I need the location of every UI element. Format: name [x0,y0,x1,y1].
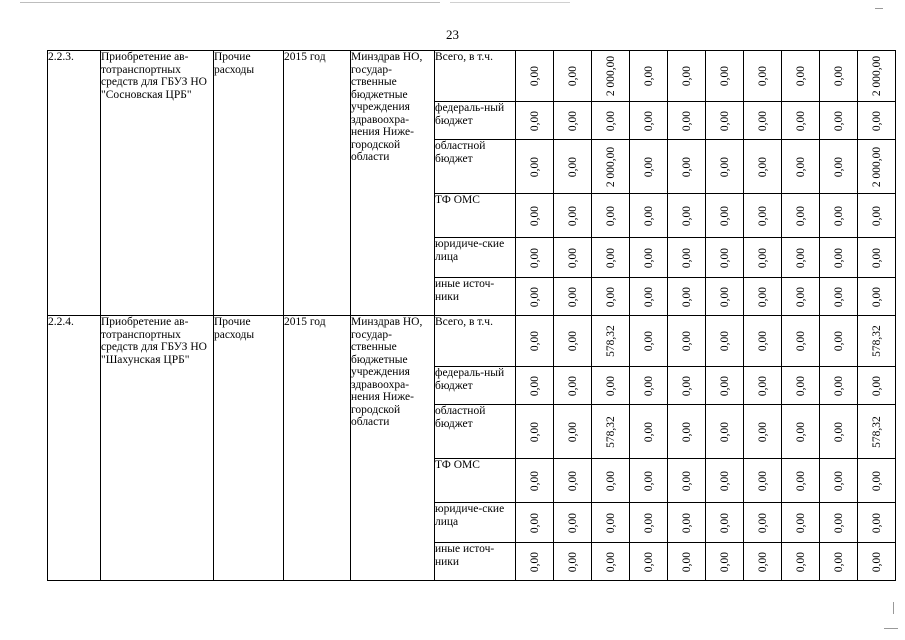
amount-value: 0,00 [604,110,617,131]
amount-value: 0,00 [832,375,845,396]
amount-value: 0,00 [528,330,541,352]
amount-value: 0,00 [566,330,579,352]
amount-cell [592,503,630,543]
amount-cell [858,140,896,194]
table-row [48,316,896,367]
amount-cell [592,405,630,459]
amount-value: 0,00 [756,375,769,396]
scan-artifact-line [20,2,440,3]
amount-value: 0,00 [566,512,579,533]
amount-cell [706,459,744,503]
amount-cell [592,316,630,367]
amount-value: 0,00 [870,551,883,572]
amount-cell [668,238,706,278]
amount-value: 2 000,00 [870,146,883,187]
amount-cell [858,543,896,581]
amount-cell [516,238,554,278]
amount-cell [820,367,858,405]
amount-value: 2 000,00 [604,55,617,97]
amount-cell [744,316,782,367]
amount-value: 0,00 [566,205,579,226]
amount-value: 0,00 [870,470,883,491]
amount-cell [516,503,554,543]
amount-cell [592,140,630,194]
amount-cell [516,405,554,459]
amount-value: 0,00 [566,470,579,491]
amount-cell [820,194,858,238]
amount-cell [706,316,744,367]
amount-cell [744,503,782,543]
amount-value: 0,00 [718,286,731,307]
amount-value: 0,00 [832,205,845,226]
amount-value: 0,00 [794,551,807,572]
amount-cell [782,194,820,238]
amount-value: 0,00 [756,330,769,352]
amount-cell [706,51,744,102]
amount-value: 0,00 [832,65,845,87]
amount-cell [592,278,630,316]
amount-cell [630,459,668,503]
amount-value: 0,00 [756,205,769,226]
amount-value: 0,00 [680,110,693,131]
row-expense-type: Прочие расходы [214,316,284,581]
amount-cell [554,194,592,238]
amount-cell [630,367,668,405]
amount-cell [744,194,782,238]
amount-cell [820,405,858,459]
amount-cell [820,140,858,194]
amount-value: 0,00 [528,110,541,131]
amount-cell [668,278,706,316]
amount-cell [668,503,706,543]
amount-cell [782,102,820,140]
amount-cell [554,543,592,581]
amount-cell [858,459,896,503]
amount-value: 578,32 [870,325,883,357]
funding-source-label: иные источ-ники [435,543,516,581]
amount-cell [782,405,820,459]
amount-value: 0,00 [528,156,541,177]
row-expense-type: Прочие расходы [214,51,284,316]
budget-table [47,50,896,581]
amount-cell [516,194,554,238]
amount-cell [516,140,554,194]
amount-cell [592,543,630,581]
amount-cell [744,238,782,278]
amount-value: 0,00 [566,156,579,177]
funding-source-label: областной бюджет [435,140,516,194]
amount-value: 0,00 [756,65,769,87]
amount-cell [858,278,896,316]
amount-value: 0,00 [794,512,807,533]
amount-value: 0,00 [832,421,845,442]
funding-source-label: иные источ-ники [435,278,516,316]
amount-cell [820,238,858,278]
amount-cell [744,405,782,459]
amount-cell [706,367,744,405]
amount-value: 0,00 [680,512,693,533]
amount-value: 0,00 [832,551,845,572]
amount-cell [630,140,668,194]
scan-artifact-mark [884,628,898,629]
amount-cell [668,543,706,581]
amount-cell [630,503,668,543]
amount-cell [592,51,630,102]
funding-source-label: юридиче-ские лица [435,238,516,278]
row-name: Приобретение ав-тотранспортных средств для ГБУЗ НО "Шахунская ЦРБ" [101,316,214,581]
amount-cell [820,503,858,543]
amount-cell [668,367,706,405]
table-row [48,51,896,102]
amount-cell [554,140,592,194]
amount-value: 0,00 [604,512,617,533]
amount-value: 0,00 [642,65,655,87]
funding-source-label: ТФ ОМС [435,194,516,238]
amount-value: 0,00 [642,156,655,177]
amount-cell [592,102,630,140]
funding-source-label: федераль-ный бюджет [435,102,516,140]
amount-value: 2 000,00 [604,146,617,187]
amount-value: 0,00 [680,421,693,442]
amount-cell [858,102,896,140]
amount-cell [668,102,706,140]
amount-value: 0,00 [566,65,579,87]
amount-value: 0,00 [718,205,731,226]
amount-cell [706,405,744,459]
amount-cell [554,278,592,316]
amount-value: 0,00 [680,156,693,177]
amount-cell [820,278,858,316]
amount-value: 0,00 [718,156,731,177]
amount-value: 578,32 [870,415,883,448]
amount-value: 0,00 [756,551,769,572]
amount-value: 0,00 [680,330,693,352]
amount-cell [706,503,744,543]
amount-cell [706,102,744,140]
amount-cell [820,543,858,581]
amount-value: 0,00 [832,330,845,352]
amount-value: 0,00 [794,65,807,87]
amount-value: 0,00 [756,421,769,442]
amount-cell [858,316,896,367]
amount-cell [706,543,744,581]
amount-value: 0,00 [832,512,845,533]
amount-cell [668,405,706,459]
amount-cell [744,543,782,581]
amount-value: 0,00 [642,551,655,572]
amount-cell [554,51,592,102]
amount-value: 0,00 [718,375,731,396]
amount-value: 0,00 [718,110,731,131]
amount-value: 0,00 [566,247,579,268]
amount-value: 0,00 [832,247,845,268]
amount-value: 0,00 [832,156,845,177]
amount-cell [744,140,782,194]
amount-value: 0,00 [680,286,693,307]
amount-value: 0,00 [794,286,807,307]
amount-value: 0,00 [528,205,541,226]
amount-value: 0,00 [756,110,769,131]
amount-value: 0,00 [642,110,655,131]
amount-value: 0,00 [566,375,579,396]
amount-value: 0,00 [528,551,541,572]
amount-value: 0,00 [870,110,883,131]
row-year: 2015 год [284,51,351,316]
amount-value: 0,00 [870,512,883,533]
amount-value: 0,00 [642,375,655,396]
amount-value: 0,00 [642,421,655,442]
amount-cell [782,51,820,102]
amount-value: 0,00 [756,156,769,177]
amount-cell [706,278,744,316]
amount-cell [554,459,592,503]
amount-cell [782,459,820,503]
amount-value: 0,00 [528,65,541,87]
amount-cell [516,278,554,316]
amount-value: 0,00 [870,375,883,396]
amount-value: 0,00 [604,286,617,307]
funding-source-label: ТФ ОМС [435,459,516,503]
amount-value: 0,00 [680,470,693,491]
amount-value: 0,00 [642,512,655,533]
amount-cell [668,51,706,102]
amount-cell [668,459,706,503]
amount-cell [630,405,668,459]
amount-cell [820,51,858,102]
scan-artifact-line [450,2,570,3]
amount-cell [744,278,782,316]
amount-cell [858,51,896,102]
funding-source-label: Всего, в т.ч. [435,51,516,102]
amount-value: 0,00 [566,421,579,442]
row-responsible: Минздрав НО, государ-ственные бюджетные учреждения здравоохра-нения Ниже-городской области [351,316,435,581]
amount-cell [706,238,744,278]
amount-cell [782,278,820,316]
scan-artifact-mark [893,602,894,614]
amount-value: 0,00 [832,470,845,491]
funding-source-label: областной бюджет [435,405,516,459]
amount-cell [516,459,554,503]
amount-value: 0,00 [680,375,693,396]
amount-value: 0,00 [604,470,617,491]
scan-artifact-mark [875,8,883,9]
amount-value: 0,00 [756,470,769,491]
amount-cell [782,503,820,543]
amount-value: 0,00 [832,110,845,131]
funding-source-label: Всего, в т.ч. [435,316,516,367]
amount-cell [554,503,592,543]
amount-value: 0,00 [680,205,693,226]
amount-value: 0,00 [604,205,617,226]
amount-value: 0,00 [680,65,693,87]
amount-cell [782,140,820,194]
amount-cell [706,194,744,238]
amount-value: 0,00 [604,247,617,268]
amount-value: 0,00 [642,286,655,307]
amount-value: 0,00 [718,330,731,352]
amount-value: 0,00 [794,205,807,226]
amount-value: 0,00 [528,247,541,268]
amount-value: 0,00 [718,470,731,491]
amount-cell [782,543,820,581]
amount-cell [630,102,668,140]
page-number: 23 [446,27,459,42]
amount-cell [630,278,668,316]
amount-cell [668,316,706,367]
amount-cell [858,503,896,543]
amount-cell [554,405,592,459]
amount-cell [858,405,896,459]
amount-value: 578,32 [604,325,617,357]
amount-cell [592,367,630,405]
amount-cell [782,367,820,405]
amount-value: 0,00 [794,330,807,352]
amount-cell [516,316,554,367]
amount-value: 0,00 [832,286,845,307]
amount-cell [858,194,896,238]
amount-value: 0,00 [794,156,807,177]
amount-value: 0,00 [566,551,579,572]
amount-value: 0,00 [642,330,655,352]
amount-cell [516,543,554,581]
amount-cell [744,51,782,102]
amount-value: 0,00 [528,375,541,396]
amount-cell [516,51,554,102]
amount-value: 0,00 [604,375,617,396]
amount-cell [630,194,668,238]
amount-value: 0,00 [756,286,769,307]
row-year: 2015 год [284,316,351,581]
amount-value: 0,00 [528,421,541,442]
amount-value: 0,00 [794,247,807,268]
amount-cell [592,238,630,278]
amount-value: 0,00 [718,65,731,87]
amount-cell [858,238,896,278]
amount-value: 0,00 [718,551,731,572]
row-code: 2.2.4. [48,316,101,581]
amount-value: 0,00 [680,551,693,572]
amount-cell [630,316,668,367]
amount-value: 0,00 [718,421,731,442]
amount-cell [744,367,782,405]
amount-cell [782,316,820,367]
amount-value: 578,32 [604,415,617,448]
row-responsible: Минздрав НО, государ-ственные бюджетные учреждения здравоохра-нения Ниже-городской области [351,51,435,316]
amount-cell [630,238,668,278]
amount-value: 0,00 [794,421,807,442]
amount-cell [554,367,592,405]
amount-value: 0,00 [756,247,769,268]
amount-value: 0,00 [870,286,883,307]
amount-cell [554,102,592,140]
amount-value: 0,00 [794,470,807,491]
amount-cell [782,238,820,278]
amount-cell [630,51,668,102]
amount-value: 0,00 [566,286,579,307]
amount-value: 0,00 [794,110,807,131]
amount-value: 0,00 [870,247,883,268]
amount-cell [592,194,630,238]
amount-cell [630,543,668,581]
amount-value: 0,00 [756,512,769,533]
amount-value: 0,00 [528,512,541,533]
amount-value: 0,00 [642,247,655,268]
amount-value: 0,00 [718,247,731,268]
row-code: 2.2.3. [48,51,101,316]
amount-value: 0,00 [794,375,807,396]
amount-value: 0,00 [642,470,655,491]
amount-cell [820,459,858,503]
row-name: Приобретение ав-тотранспортных средств для ГБУЗ НО "Сосновская ЦРБ" [101,51,214,316]
amount-value: 0,00 [528,470,541,491]
amount-cell [858,367,896,405]
amount-value: 0,00 [566,110,579,131]
amount-cell [516,367,554,405]
amount-cell [516,102,554,140]
amount-cell [668,140,706,194]
amount-value: 2 000,00 [870,55,883,97]
amount-cell [668,194,706,238]
amount-cell [554,316,592,367]
amount-value: 0,00 [528,286,541,307]
amount-value: 0,00 [680,247,693,268]
amount-cell [744,102,782,140]
funding-source-label: федераль-ный бюджет [435,367,516,405]
funding-source-label: юридиче-ские лица [435,503,516,543]
amount-cell [820,102,858,140]
amount-cell [706,140,744,194]
amount-value: 0,00 [870,205,883,226]
amount-value: 0,00 [604,551,617,572]
amount-cell [592,459,630,503]
amount-cell [744,459,782,503]
amount-value: 0,00 [718,512,731,533]
amount-cell [820,316,858,367]
amount-value: 0,00 [642,205,655,226]
amount-cell [554,238,592,278]
